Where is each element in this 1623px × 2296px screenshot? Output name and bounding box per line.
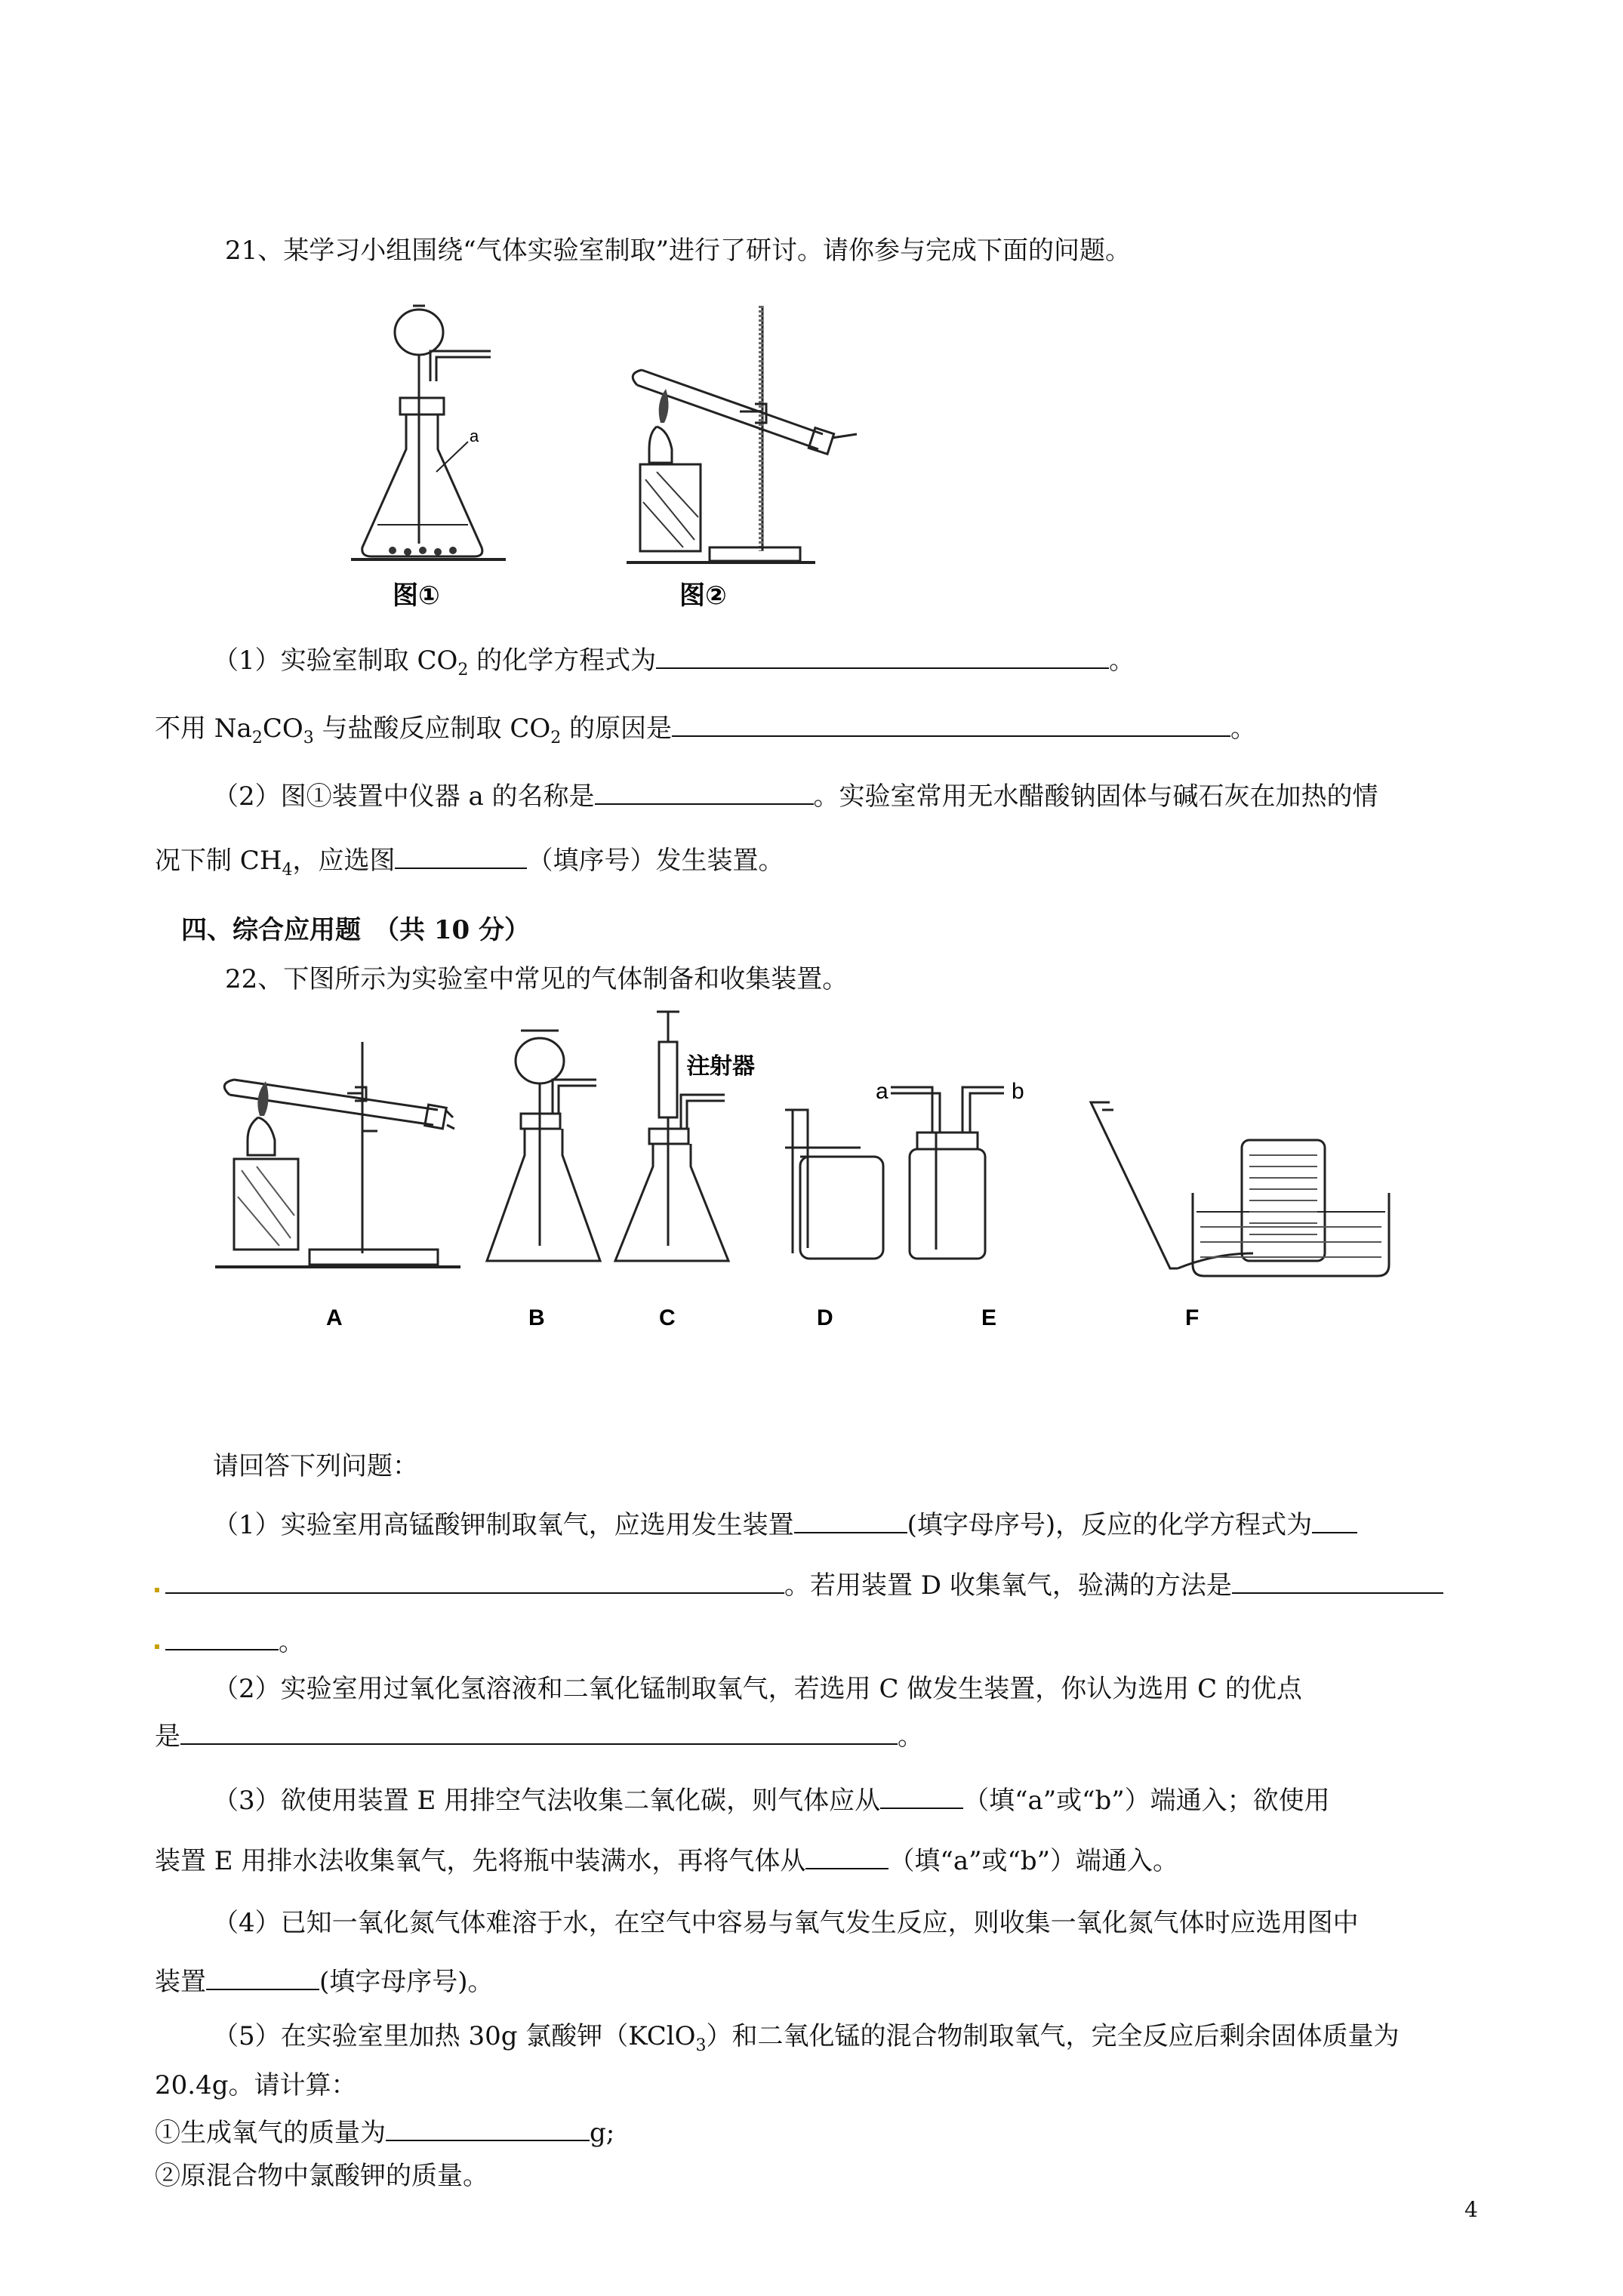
q22-part5-e: g; [590, 2118, 615, 2148]
figure-choice-blank[interactable] [395, 842, 527, 869]
q21-part2-sub: 4 [282, 861, 293, 880]
co2-equation-blank[interactable] [656, 642, 1109, 669]
figure-2-heating-apparatus [619, 298, 861, 615]
apparatus-letter-e: E [981, 1305, 997, 1330]
q21-reason-sub2: 3 [303, 729, 314, 747]
q21-part2-cont [155, 842, 784, 887]
q21-reason-line [155, 710, 1256, 755]
q21-part1 [213, 642, 1135, 687]
q22-part3-a: （3）欲使用装置 E 用排空气法收集二氧化碳，则气体应从 [213, 1786, 881, 1816]
figure-1-caption: 图① [393, 581, 440, 610]
q21-part2-c: 况下制 CH [155, 846, 282, 876]
q22-part1-a: （1）实验室用高锰酸钾制取氧气，应选用发生装置 [213, 1510, 794, 1540]
q22-part1-cont [155, 1567, 1443, 1602]
q22-part3-d: （填“a”或“b”）端通入。 [888, 1846, 1178, 1876]
apparatus-letter-d: D [817, 1305, 833, 1330]
q22-part5-a: （5）在实验室里加热 30g 氯酸钾（KClO [213, 2021, 696, 2051]
q21-intro: 21、某学习小组围绕“气体实验室制取”进行了研讨。请你参与完成下面的问题。 [225, 236, 1132, 266]
apparatus-letter-a: A [326, 1305, 343, 1330]
page-number: 4 [1464, 2197, 1478, 2222]
syringe-label: 注射器 [687, 1054, 755, 1079]
apparatus-letter-f: F [1185, 1305, 1200, 1330]
q22-part4-c: (填字母序号)。 [319, 1967, 494, 1997]
q22-ask: 请回答下列问题： [213, 1451, 418, 1481]
q22-intro: 22、下图所示为实验室中常见的气体制备和收集装置。 [225, 964, 848, 994]
c-advantage-blank[interactable] [180, 1718, 898, 1745]
q21-part2-e: （填序号）发生装置。 [527, 846, 784, 876]
q22-part4-b: 装置 [155, 1967, 206, 1997]
q22-part3-cont [155, 1842, 1178, 1878]
oxygen-mass-blank[interactable] [386, 2114, 590, 2141]
oxygen-inlet-blank[interactable] [805, 1842, 888, 1869]
q22-part1 [213, 1506, 1357, 1542]
q21-part2-b: 。实验室常用无水醋酸钠固体与碱石灰在加热的情 [813, 781, 1378, 812]
instrument-name-blank[interactable] [595, 778, 814, 805]
q21-reason-sub3: 2 [550, 729, 562, 747]
marker-dot [155, 1588, 159, 1592]
section-4-title: 四、综合应用题 （共 10 分） [181, 915, 530, 945]
q21-part2 [213, 778, 1378, 813]
oxygen-full-test-blank[interactable] [1232, 1567, 1443, 1594]
q22-part2: （2）实验室用过氧化氢溶液和二氧化锰制取氧气，若选用 C 做发生装置，你认为选用 C 的优点 [213, 1674, 1302, 1704]
q22-part1-c: 。若用装置 D 收集氧气，验满的方法是 [784, 1570, 1232, 1601]
q22-part2-b: 是 [155, 1721, 180, 1752]
q22-part1-b: (填字母序号)，反应的化学方程式为 [907, 1510, 1313, 1540]
apparatus-letter-b: B [528, 1305, 545, 1330]
q21-reason-end: 。 [1230, 713, 1257, 744]
q22-part5 [213, 2020, 1400, 2063]
q22-apparatus-figure [204, 997, 1502, 1336]
q21-part1-text-b: 的化学方程式为 [468, 646, 657, 676]
kmno4-apparatus-blank[interactable] [794, 1506, 907, 1533]
q22-part1-d: 。 [279, 1627, 304, 1657]
q22-part5-line3 [155, 2114, 614, 2150]
marker-dot-2 [155, 1644, 159, 1649]
q21-part2-d: ，应选图 [292, 846, 396, 876]
q22-part5-line2: 20.4g。请计算： [155, 2070, 357, 2100]
q21-part1-text-a: （1）实验室制取 CO [213, 646, 458, 676]
kmno4-equation-blank-start[interactable] [1312, 1506, 1357, 1533]
apparatus-letter-c: C [659, 1305, 676, 1330]
q21-part1-sub: 2 [457, 661, 469, 680]
q22-part5-sub: 3 [695, 2036, 707, 2055]
q22-part5-b: ）和二氧化锰的混合物制取氧气，完全反应后剩余固体质量为 [706, 2021, 1400, 2051]
oxygen-full-test-blank-2[interactable] [165, 1623, 279, 1650]
q21-part1-end: 。 [1109, 646, 1135, 676]
co2-inlet-blank[interactable] [880, 1782, 963, 1809]
q21-reason-a: 不用 Na [155, 713, 252, 744]
q22-part3-c: 装置 E 用排水法收集氧气，先将瓶中装满水，再将气体从 [155, 1846, 806, 1876]
q21-reason-c: 与盐酸反应制取 CO [313, 713, 551, 744]
figure-1-flask-apparatus [347, 298, 559, 615]
q22-part4: （4）已知一氧化氮气体难溶于水，在空气中容易与氧气发生反应，则收集一氧化氮气体时应选用图中 [213, 1908, 1359, 1938]
q22-part3-b: （填“a”或“b”）端通入；欲使用 [963, 1786, 1330, 1816]
reason-blank[interactable] [672, 710, 1230, 737]
q21-reason-d: 的原因是 [561, 713, 673, 744]
figure-1-label-a: a [470, 427, 479, 445]
q22-part5-line4: ②原混合物中氯酸钾的质量。 [155, 2161, 488, 2191]
q22-part2-cont [155, 1718, 923, 1753]
q22-part2-c: 。 [898, 1721, 923, 1752]
q21-reason-sub1: 2 [251, 729, 263, 747]
figure-2-caption: 图② [679, 581, 727, 610]
q22-part3 [213, 1782, 1330, 1817]
kmno4-equation-blank[interactable] [165, 1567, 784, 1594]
q21-part2-a: （2）图①装置中仪器 a 的名称是 [213, 781, 595, 812]
no-collection-blank[interactable] [206, 1963, 319, 1990]
e-tube-a-label: a [876, 1079, 888, 1104]
q22-part1-cont2 [155, 1623, 304, 1659]
q22-part4-cont [155, 1963, 494, 1999]
e-tube-b-label: b [1012, 1079, 1024, 1104]
q21-reason-b: CO [262, 713, 303, 744]
q22-part5-d: ①生成氧气的质量为 [155, 2118, 386, 2148]
